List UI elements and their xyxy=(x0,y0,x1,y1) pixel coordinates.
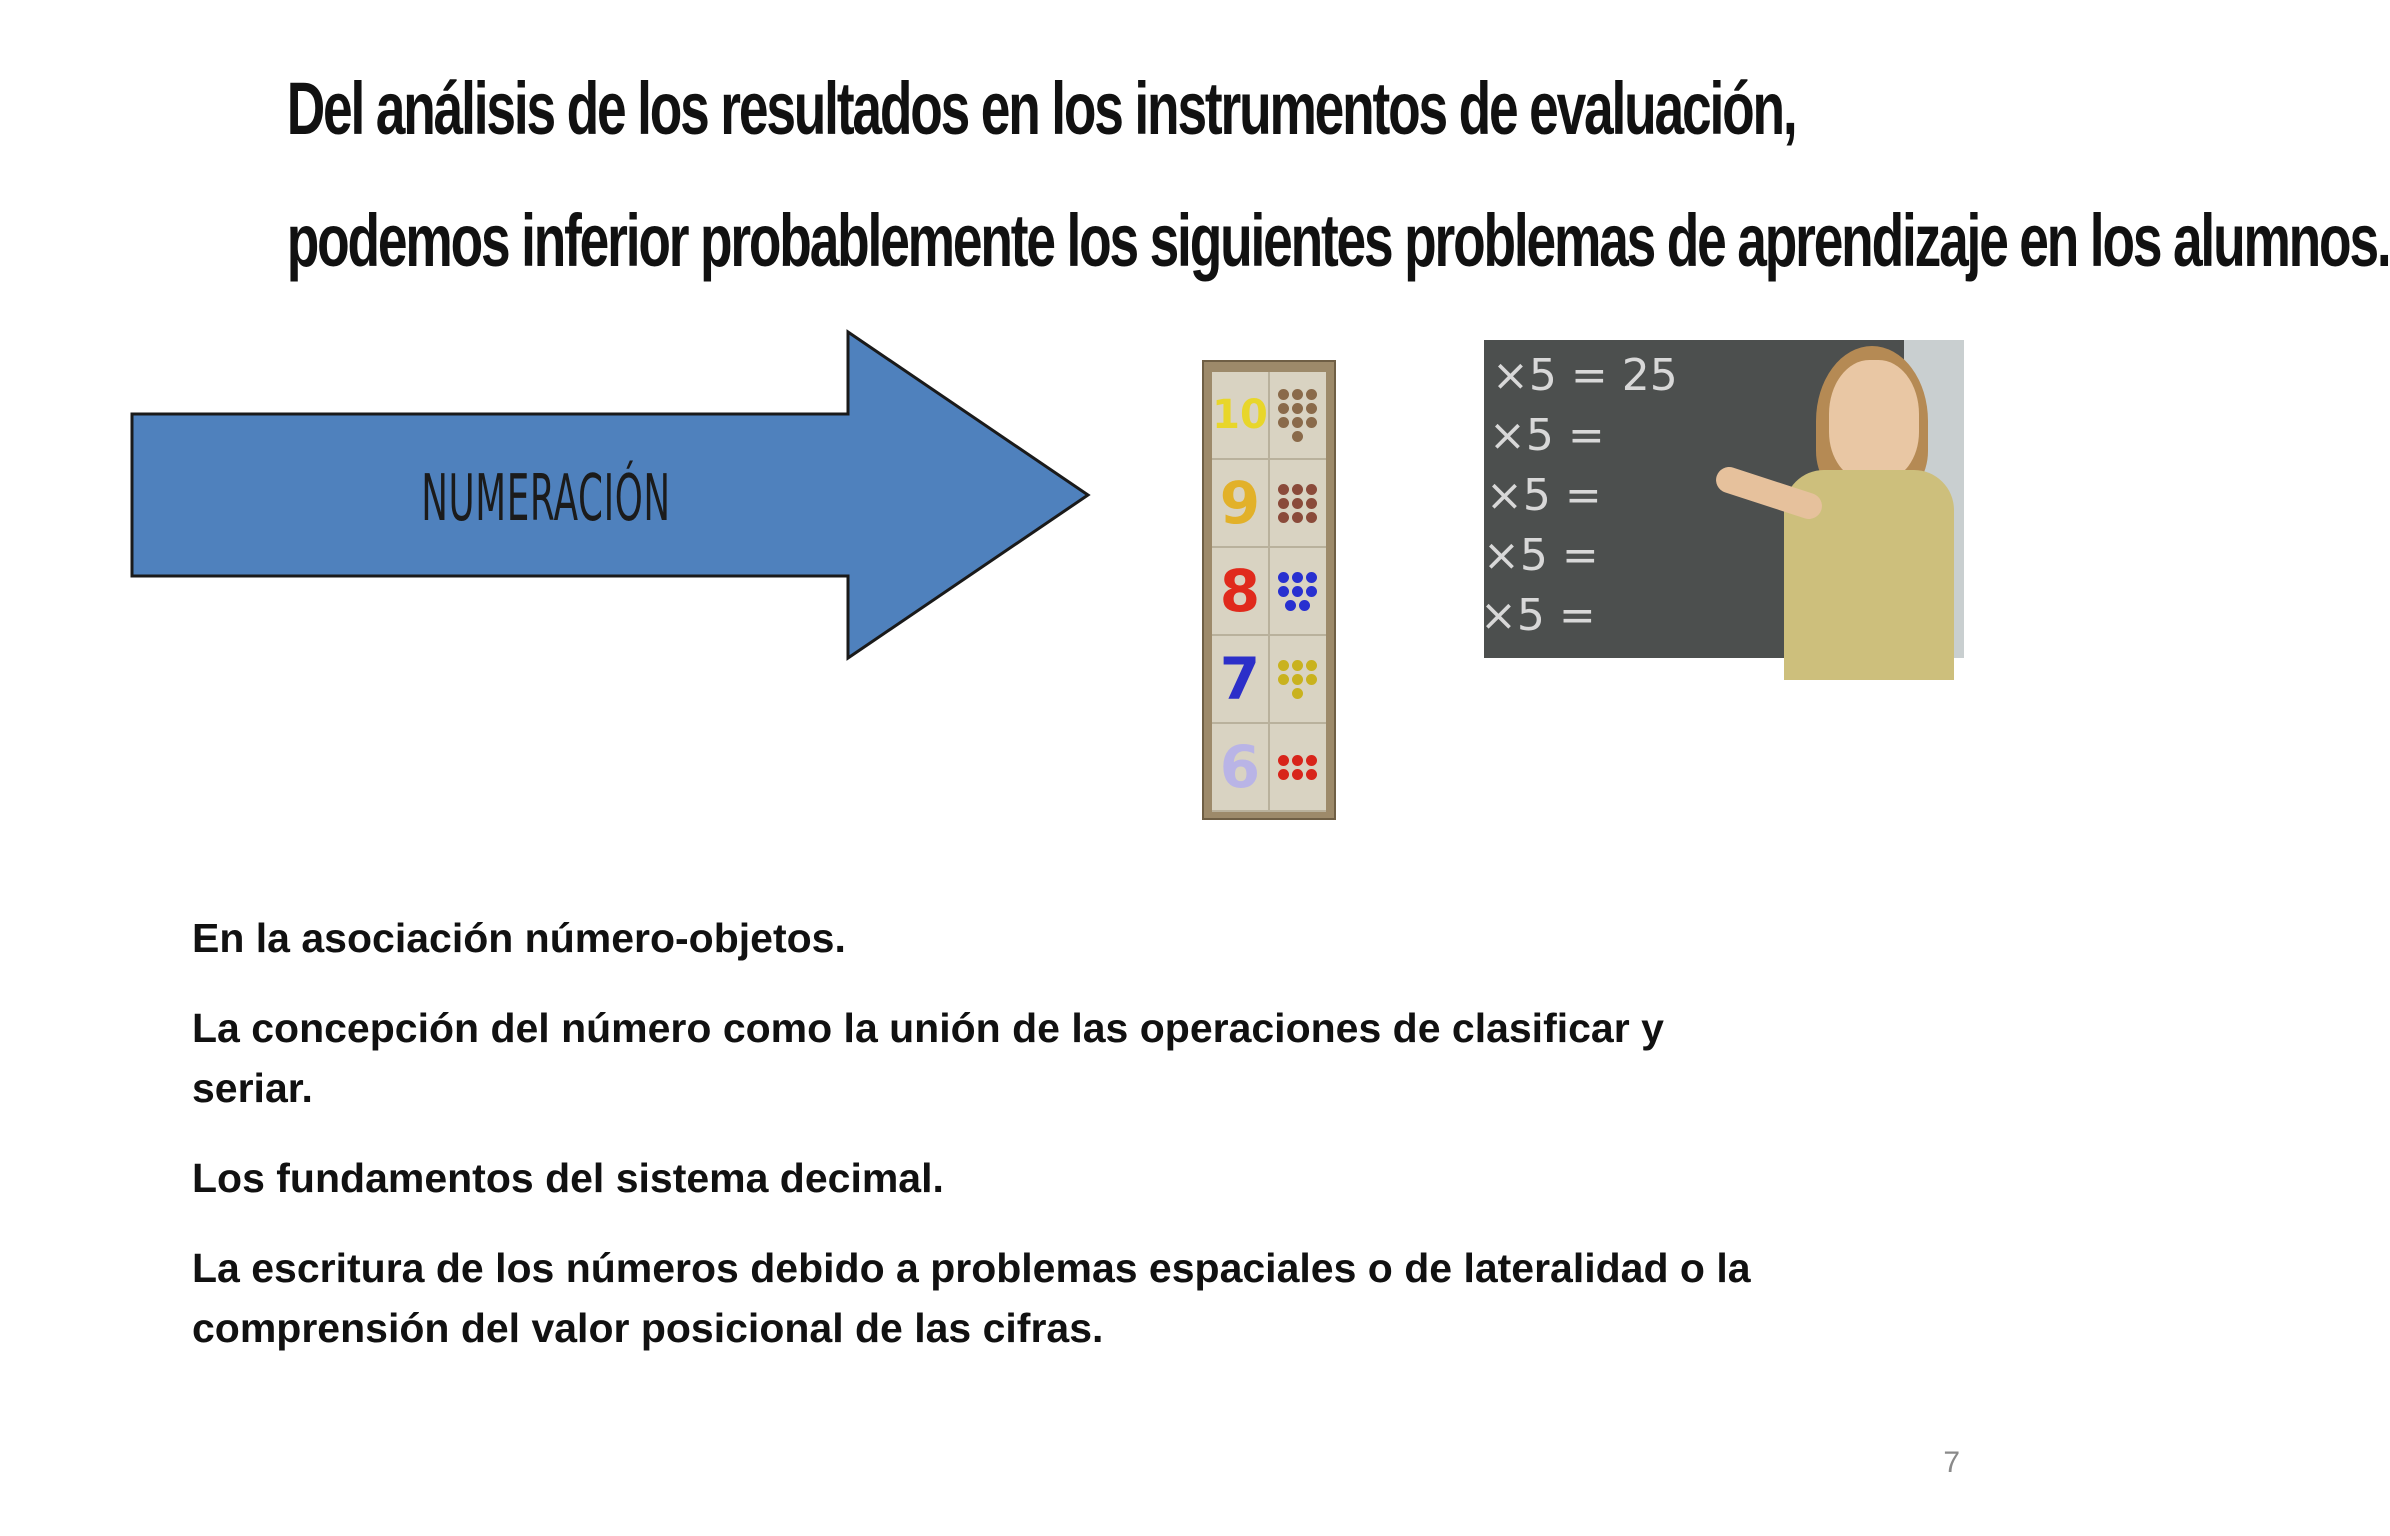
chalk-line: ×5 = 25 xyxy=(1492,350,1678,401)
puzzle-row xyxy=(1212,724,1326,812)
puzzle-number: 9 xyxy=(1212,460,1270,546)
chalk-line: ×5 = xyxy=(1480,590,1596,641)
slide-title-line-2: podemos inferior probablemente los siguientes problemas de aprendizaje en los alumnos. xyxy=(286,199,2390,282)
numeracion-arrow xyxy=(128,328,1094,662)
puzzle-dots xyxy=(1270,548,1326,634)
puzzle-dots xyxy=(1270,372,1326,458)
puzzle-row xyxy=(1212,636,1326,724)
puzzle-number: 7 xyxy=(1212,636,1270,722)
puzzle-dots xyxy=(1270,724,1326,810)
chalkboard-photo xyxy=(1480,340,1964,658)
slide-title-line-1: Del análisis de los resultados en los instrumentos de evaluación, xyxy=(286,67,1796,150)
chalk-line: ×5 = xyxy=(1483,530,1599,581)
bullet-item: En la asociación número-objetos. xyxy=(192,915,846,961)
chalk-line: ×5 = xyxy=(1486,470,1602,521)
girl-head xyxy=(1829,360,1919,480)
puzzle-row xyxy=(1212,460,1326,548)
bullet-list xyxy=(192,908,1892,1388)
puzzle-number: 10 xyxy=(1212,372,1270,458)
arrow-label: NUMERACIÓN xyxy=(421,462,671,536)
puzzle-dots xyxy=(1270,460,1326,546)
puzzle-row xyxy=(1212,548,1326,636)
chalk-line: ×5 = xyxy=(1489,410,1605,461)
puzzle-number: 8 xyxy=(1212,548,1270,634)
page-number: 7 xyxy=(1943,1446,1960,1479)
bullet-item: La escritura de los números debido a problemas espaciales o de lateralidad o la comprensión del valor posicional de las cifras. xyxy=(192,1245,1751,1351)
puzzle-row xyxy=(1212,372,1326,460)
bullet-item: La concepción del número como la unión de las operaciones de clasificar y seriar. xyxy=(192,1005,1664,1111)
puzzle-dots xyxy=(1270,636,1326,722)
number-puzzle-image xyxy=(1202,360,1336,820)
bullet-item: Los fundamentos del sistema decimal. xyxy=(192,1155,944,1201)
puzzle-number: 6 xyxy=(1212,724,1270,810)
